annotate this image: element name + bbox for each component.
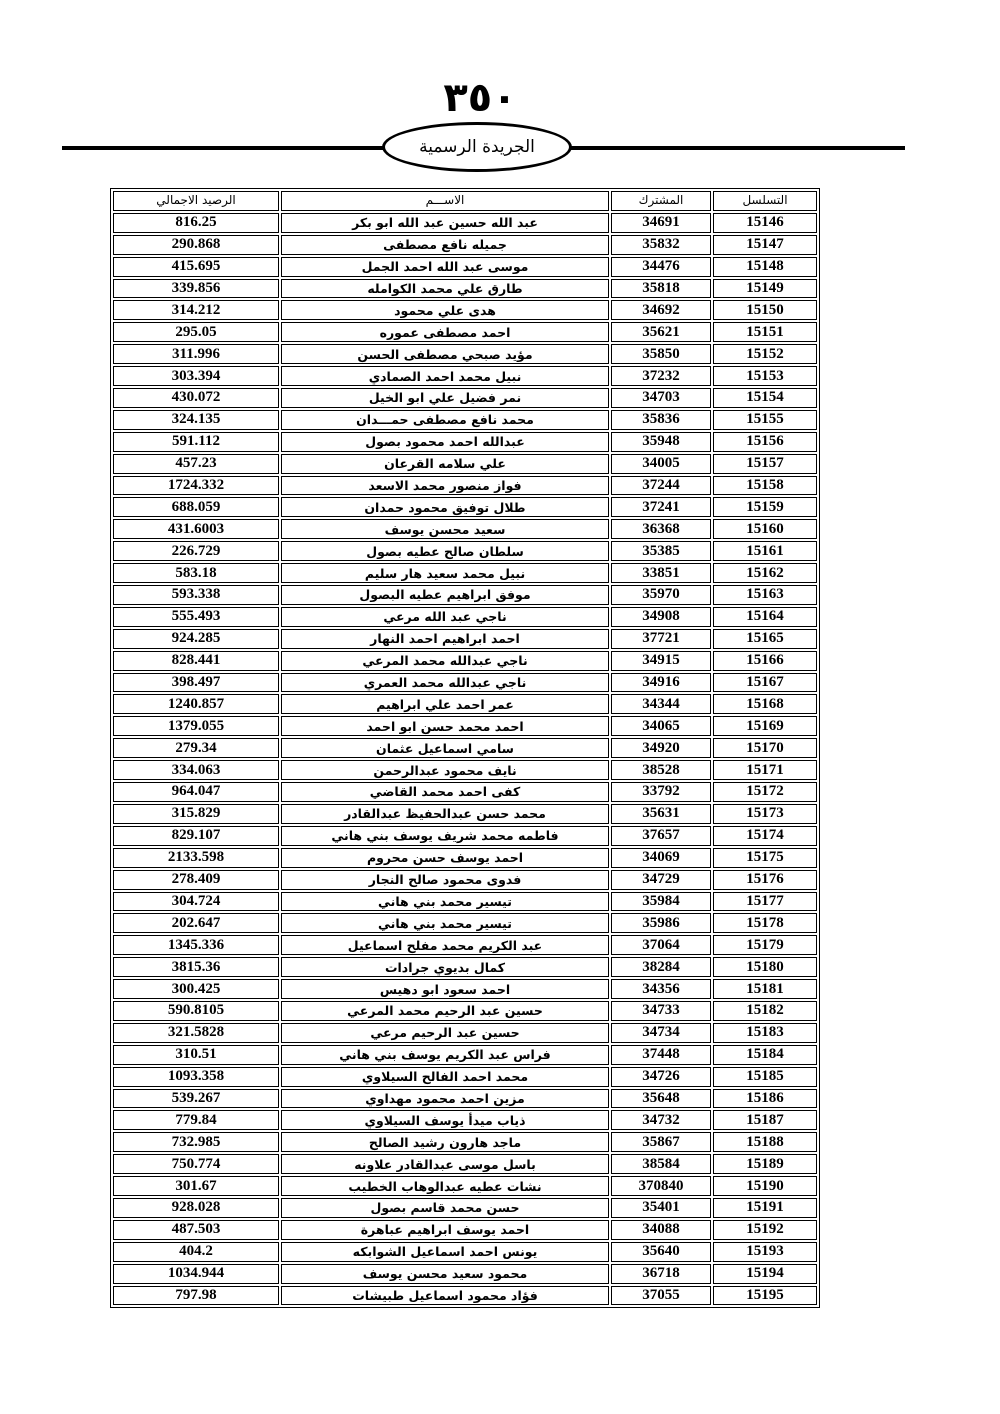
name-cell: نبيل محمد سعيد هار سليم [281,563,609,583]
table-row [113,782,817,802]
subscriber-cell: 35867 [611,1132,711,1152]
table-row [113,651,817,671]
subscriber-cell: 35986 [611,913,711,933]
balance-cell: 688.059 [113,497,279,517]
serial-cell: 15150 [713,300,817,320]
balance-cell: 583.18 [113,563,279,583]
serial-cell: 15178 [713,913,817,933]
serial-cell: 15155 [713,410,817,430]
serial-cell: 15148 [713,257,817,277]
balance-cell: 1724.332 [113,476,279,496]
table-row [113,760,817,780]
subscriber-cell: 34344 [611,694,711,714]
balance-cell: 816.25 [113,213,279,233]
table-row [113,344,817,364]
table-row [113,366,817,386]
table-row [113,607,817,627]
name-cell: نايف محمود عبدالرحمن [281,760,609,780]
balance-cell: 487.503 [113,1220,279,1240]
serial-cell: 15175 [713,848,817,868]
table-row [113,913,817,933]
subscriber-cell: 36368 [611,519,711,539]
serial-cell: 15194 [713,1264,817,1284]
table-row [113,738,817,758]
serial-cell: 15160 [713,519,817,539]
name-cell: حسن محمد قاسم بصول [281,1198,609,1218]
balance-cell: 779.84 [113,1110,279,1130]
table-row [113,1067,817,1087]
page-number: ٣٥٠ [443,75,517,121]
subscriber-cell: 34908 [611,607,711,627]
name-cell: نبيل محمد احمد الصمادي [281,366,609,386]
subscriber-cell: 34915 [611,651,711,671]
serial-cell: 15191 [713,1198,817,1218]
table-row [113,1176,817,1196]
name-cell: ذياب ميدأ يوسف السيلاوي [281,1110,609,1130]
table-row [113,585,817,605]
subscriber-cell: 37657 [611,826,711,846]
balance-cell: 1034.944 [113,1264,279,1284]
column-header-serial: التسلسل [713,191,817,211]
table-row [113,1286,817,1306]
name-cell: فدوى محمود صالح النجار [281,870,609,890]
balance-cell: 1240.857 [113,694,279,714]
table-row [113,519,817,539]
name-cell: فراس عبد الكريم يوسف بني هاني [281,1045,609,1065]
serial-cell: 15162 [713,563,817,583]
table-row [113,476,817,496]
subscriber-cell: 38584 [611,1154,711,1174]
subscriber-cell: 34356 [611,979,711,999]
serial-cell: 15157 [713,454,817,474]
balance-cell: 301.67 [113,1176,279,1196]
name-cell: محمد احمد الفالح السيلاوي [281,1067,609,1087]
serial-cell: 15164 [713,607,817,627]
subscriber-cell: 37721 [611,629,711,649]
subscriber-cell: 35385 [611,541,711,561]
balance-cell: 2133.598 [113,848,279,868]
subscriber-cell: 370840 [611,1176,711,1196]
balance-cell: 829.107 [113,826,279,846]
balance-cell: 300.425 [113,979,279,999]
name-cell: احمد يوسف حسن محروم [281,848,609,868]
subscriber-cell: 35984 [611,892,711,912]
table-row [113,870,817,890]
name-cell: علي سلامه القرعان [281,454,609,474]
table-row [113,1001,817,1021]
serial-cell: 15152 [713,344,817,364]
table-row [113,497,817,517]
name-cell: احمد مصطفى عموره [281,322,609,342]
column-header-subscriber: المشترك [611,191,711,211]
table-row [113,826,817,846]
serial-cell: 15182 [713,1001,817,1021]
name-cell: سلطان صالح عطيه بصول [281,541,609,561]
serial-cell: 15186 [713,1089,817,1109]
name-cell: كمال بديوي جرادات [281,957,609,977]
name-cell: ناجي عبدالله محمد العمري [281,673,609,693]
name-cell: موسى عبد الله احمد الجمل [281,257,609,277]
subscriber-cell: 34069 [611,848,711,868]
name-cell: موفق ابراهيم عطيه البصول [281,585,609,605]
serial-cell: 15154 [713,388,817,408]
subscriber-cell: 37232 [611,366,711,386]
table-row [113,1132,817,1152]
table-row [113,300,817,320]
table-row [113,563,817,583]
balance-cell: 928.028 [113,1198,279,1218]
balance-cell: 290.868 [113,235,279,255]
name-cell: ماجد هارون رشيد الصالح [281,1132,609,1152]
subscriber-cell: 35850 [611,344,711,364]
name-cell: يونس احمد اسماعيل الشوابكه [281,1242,609,1262]
subscriber-cell: 35970 [611,585,711,605]
serial-cell: 15185 [713,1067,817,1087]
table-row [113,410,817,430]
subscriber-cell: 34088 [611,1220,711,1240]
balance-cell: 964.047 [113,782,279,802]
serial-cell: 15173 [713,804,817,824]
subscriber-cell: 37064 [611,935,711,955]
subscriber-cell: 38528 [611,760,711,780]
table-row [113,1023,817,1043]
balance-cell: 539.267 [113,1089,279,1109]
serial-cell: 15193 [713,1242,817,1262]
name-cell: تيسير محمد بني هاني [281,913,609,933]
serial-cell: 15147 [713,235,817,255]
subscriber-cell: 35631 [611,804,711,824]
table-row [113,279,817,299]
subscribers-table [110,188,820,1308]
serial-cell: 15171 [713,760,817,780]
subscriber-cell: 35836 [611,410,711,430]
name-cell: جميله نافع مصطفى [281,235,609,255]
balance-cell: 303.394 [113,366,279,386]
name-cell: عبدالله احمد محمود بصول [281,432,609,452]
subscriber-cell: 35621 [611,322,711,342]
balance-cell: 457.23 [113,454,279,474]
table-row [113,454,817,474]
subscribers-table-wrapper [110,188,820,1308]
name-cell: طارق علي محمد الكوامله [281,279,609,299]
balance-cell: 314.212 [113,300,279,320]
subscriber-cell: 34703 [611,388,711,408]
name-cell: مزين احمد محمود مهداوي [281,1089,609,1109]
serial-cell: 15192 [713,1220,817,1240]
subscriber-cell: 34065 [611,716,711,736]
serial-cell: 15159 [713,497,817,517]
balance-cell: 415.695 [113,257,279,277]
gazette-title-oval [382,122,572,172]
name-cell: فواز منصور محمد الاسعد [281,476,609,496]
serial-cell: 15161 [713,541,817,561]
table-row [113,432,817,452]
name-cell: كفى احمد محمد القاضي [281,782,609,802]
subscriber-cell: 34691 [611,213,711,233]
name-cell: باسل موسى عبدالقادر علاونه [281,1154,609,1174]
subscriber-cell: 35818 [611,279,711,299]
name-cell: حسين عبد الرحيم مرعي [281,1023,609,1043]
name-cell: مؤيد صبحي مصطفى الحسن [281,344,609,364]
balance-cell: 310.51 [113,1045,279,1065]
name-cell: محمد حسن عبدالحفيظ عبدالقادر [281,804,609,824]
serial-cell: 15189 [713,1154,817,1174]
balance-cell: 3815.36 [113,957,279,977]
subscriber-cell: 34732 [611,1110,711,1130]
name-cell: احمد ابراهيم احمد النهار [281,629,609,649]
balance-cell: 1093.358 [113,1067,279,1087]
serial-cell: 15172 [713,782,817,802]
name-cell: احمد يوسف ابراهيم عباهرة [281,1220,609,1240]
column-header-balance: الرصيد الاجمالي [113,191,279,211]
table-row [113,1154,817,1174]
serial-cell: 15181 [713,979,817,999]
balance-cell: 1345.336 [113,935,279,955]
subscriber-cell: 34005 [611,454,711,474]
name-cell: محمود سعيد محسن يوسف [281,1264,609,1284]
subscriber-cell: 35832 [611,235,711,255]
balance-cell: 315.829 [113,804,279,824]
serial-cell: 15158 [713,476,817,496]
balance-cell: 324.135 [113,410,279,430]
subscriber-cell: 33851 [611,563,711,583]
subscriber-cell: 37055 [611,1286,711,1306]
subscriber-cell: 33792 [611,782,711,802]
name-cell: حسين عبد الرحيم محمد المرعي [281,1001,609,1021]
table-row [113,1089,817,1109]
serial-cell: 15166 [713,651,817,671]
serial-cell: 15168 [713,694,817,714]
name-cell: نشات عطيه عبدالوهاب الخطيب [281,1176,609,1196]
serial-cell: 15170 [713,738,817,758]
table-row [113,673,817,693]
balance-cell: 311.996 [113,344,279,364]
balance-cell: 334.063 [113,760,279,780]
serial-cell: 15188 [713,1132,817,1152]
subscriber-cell: 35648 [611,1089,711,1109]
subscriber-cell: 38284 [611,957,711,977]
name-cell: ناجي عبد الله مرعي [281,607,609,627]
table-row [113,804,817,824]
serial-cell: 15146 [713,213,817,233]
balance-cell: 398.497 [113,673,279,693]
balance-cell: 278.409 [113,870,279,890]
subscriber-cell: 36718 [611,1264,711,1284]
serial-cell: 15177 [713,892,817,912]
balance-cell: 339.856 [113,279,279,299]
serial-cell: 15174 [713,826,817,846]
name-cell: طلال توفيق محمود حمدان [281,497,609,517]
name-cell: فاطمه محمد شريف يوسف بني هاني [281,826,609,846]
table-row [113,322,817,342]
name-cell: عبد الكريم محمد مفلح اسماعيل [281,935,609,955]
name-cell: ناجي عبدالله محمد المرعي [281,651,609,671]
balance-cell: 828.441 [113,651,279,671]
name-cell: تيسير محمد بني هاني [281,892,609,912]
serial-cell: 15156 [713,432,817,452]
serial-cell: 15153 [713,366,817,386]
table-row [113,716,817,736]
balance-cell: 924.285 [113,629,279,649]
table-row [113,892,817,912]
serial-cell: 15165 [713,629,817,649]
table-row [113,541,817,561]
subscriber-cell: 34726 [611,1067,711,1087]
subscriber-cell: 37244 [611,476,711,496]
name-cell: عبد الله حسين عبد الله ابو بكر [281,213,609,233]
subscriber-cell: 34734 [611,1023,711,1043]
serial-cell: 15187 [713,1110,817,1130]
table-row [113,1220,817,1240]
table-row [113,235,817,255]
name-cell: هدى علي محمود [281,300,609,320]
table-row [113,629,817,649]
balance-cell: 431.6003 [113,519,279,539]
table-row [113,935,817,955]
name-cell: محمد نافع مصطفى حمـــدان [281,410,609,430]
balance-cell: 295.05 [113,322,279,342]
table-row [113,213,817,233]
serial-cell: 15151 [713,322,817,342]
balance-cell: 732.985 [113,1132,279,1152]
serial-cell: 15183 [713,1023,817,1043]
balance-cell: 202.647 [113,913,279,933]
table-row [113,957,817,977]
table-row [113,1045,817,1065]
table-row [113,848,817,868]
subscriber-cell: 34733 [611,1001,711,1021]
table-row [113,979,817,999]
serial-cell: 15167 [713,673,817,693]
balance-cell: 430.072 [113,388,279,408]
serial-cell: 15169 [713,716,817,736]
subscriber-cell: 34476 [611,257,711,277]
balance-cell: 321.5828 [113,1023,279,1043]
name-cell: سامي اسماعيل عثمان [281,738,609,758]
serial-cell: 15180 [713,957,817,977]
column-header-name: الاســـم [281,191,609,211]
name-cell: نمر فضيل علي ابو الخيل [281,388,609,408]
balance-cell: 593.338 [113,585,279,605]
balance-cell: 797.98 [113,1286,279,1306]
subscriber-cell: 37448 [611,1045,711,1065]
serial-cell: 15184 [713,1045,817,1065]
subscriber-cell: 37241 [611,497,711,517]
serial-cell: 15163 [713,585,817,605]
table-header-row [113,191,817,211]
name-cell: احمد سعود ابو دهيس [281,979,609,999]
table-row [113,388,817,408]
serial-cell: 15176 [713,870,817,890]
subscriber-cell: 35640 [611,1242,711,1262]
balance-cell: 279.34 [113,738,279,758]
balance-cell: 555.493 [113,607,279,627]
balance-cell: 404.2 [113,1242,279,1262]
name-cell: فؤاد محمود اسماعيل طبيشات [281,1286,609,1306]
serial-cell: 15190 [713,1176,817,1196]
name-cell: سعيد محسن يوسف [281,519,609,539]
subscriber-cell: 34916 [611,673,711,693]
balance-cell: 590.8105 [113,1001,279,1021]
serial-cell: 15149 [713,279,817,299]
subscriber-cell: 34692 [611,300,711,320]
table-row [113,1242,817,1262]
table-row [113,1198,817,1218]
balance-cell: 591.112 [113,432,279,452]
gazette-title: الجريدة الرسمية [419,137,535,157]
subscriber-cell: 35401 [611,1198,711,1218]
table-body [113,213,817,1306]
subscriber-cell: 34920 [611,738,711,758]
table-row [113,694,817,714]
balance-cell: 1379.055 [113,716,279,736]
subscriber-cell: 35948 [611,432,711,452]
serial-cell: 15195 [713,1286,817,1306]
serial-cell: 15179 [713,935,817,955]
subscriber-cell: 34729 [611,870,711,890]
table-row [113,1264,817,1284]
name-cell: احمد محمد حسن ابو احمد [281,716,609,736]
table-row [113,257,817,277]
table-row [113,1110,817,1130]
balance-cell: 304.724 [113,892,279,912]
balance-cell: 750.774 [113,1154,279,1174]
name-cell: عمر احمد علي ابراهيم [281,694,609,714]
balance-cell: 226.729 [113,541,279,561]
